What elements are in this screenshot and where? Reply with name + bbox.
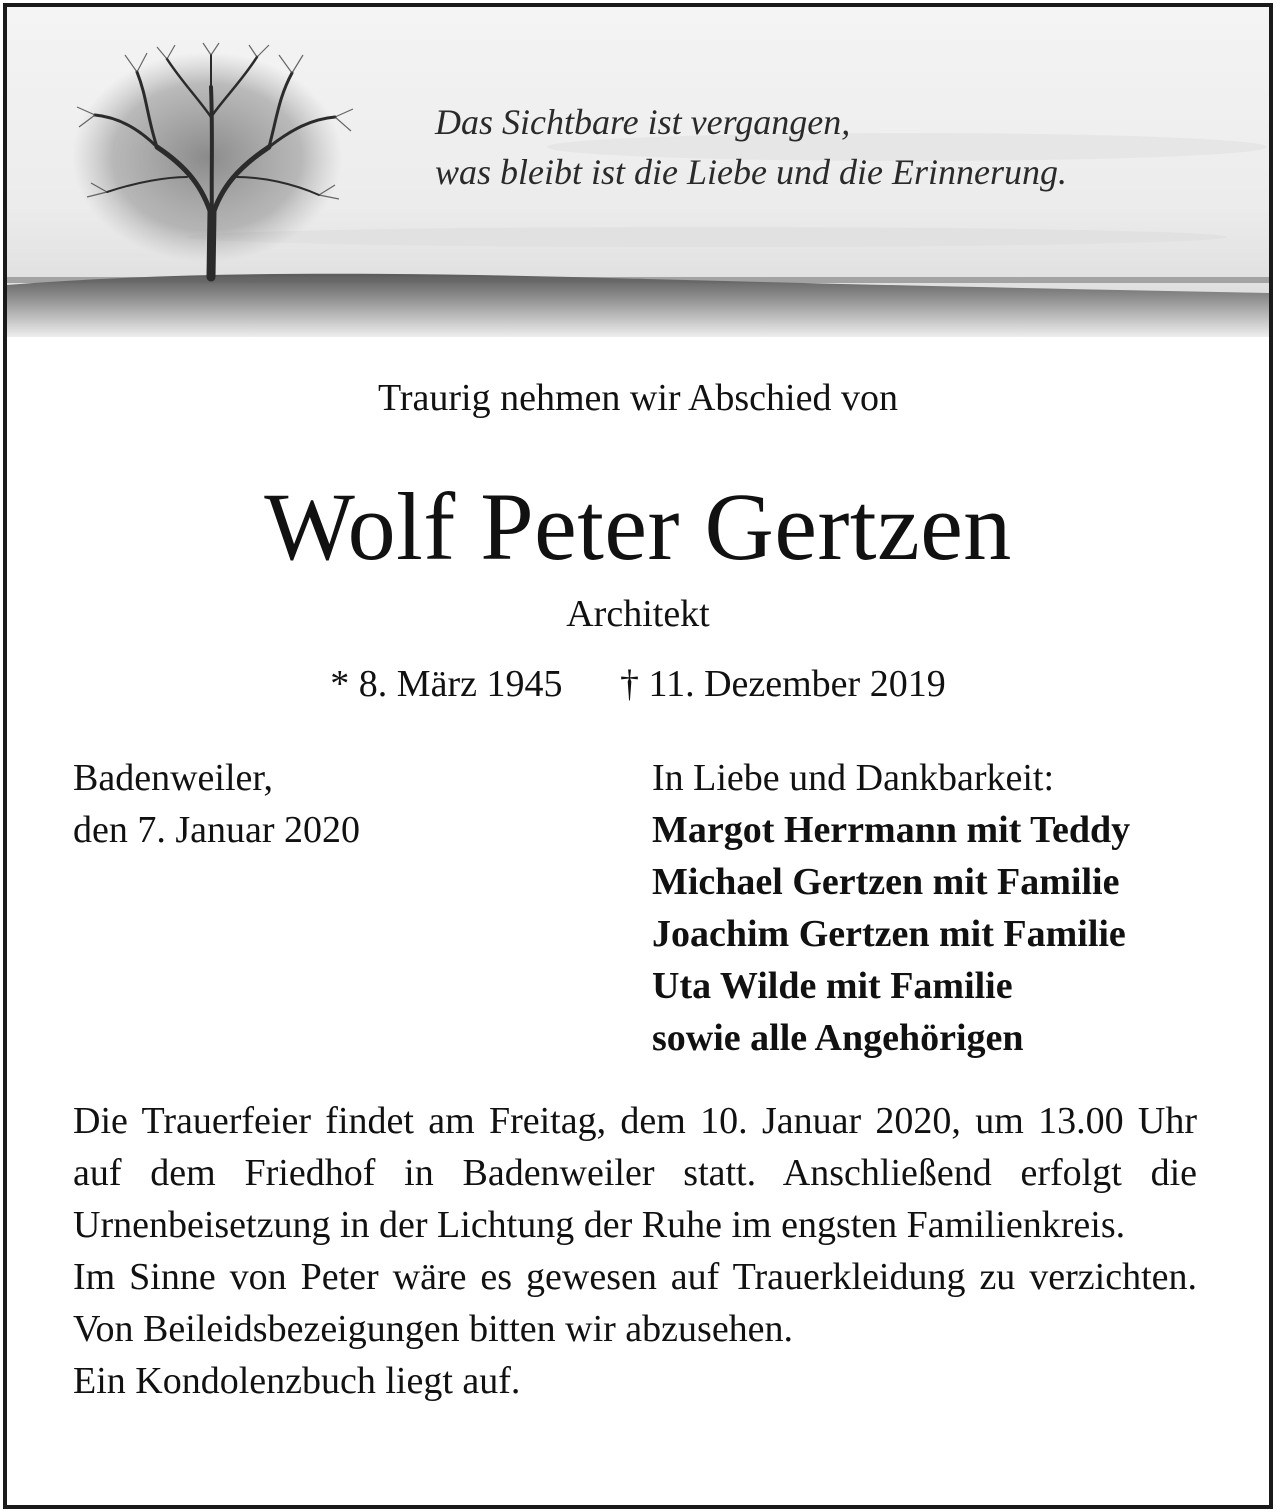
- header-banner: [7, 7, 1269, 337]
- mourner-entry: Joachim Gertzen mit Familie: [652, 913, 1126, 955]
- mourning-clothes-paragraph: Im Sinne von Peter wäre es gewesen auf Trauerkleidung zu verzichten. Von Beileidsbezeigungen bitten wir abzusehen.: [73, 1256, 1197, 1350]
- mourners-heading: In Liebe und Dankbarkeit:: [652, 757, 1055, 799]
- deceased-name: Wolf Peter Gertzen: [264, 473, 1012, 580]
- life-dates: [7, 659, 1269, 709]
- intro-text: Traurig nehmen wir Abschied von: [378, 377, 898, 419]
- memorial-quote: [435, 97, 1235, 197]
- funeral-information: [73, 1095, 1197, 1407]
- notice-date: den 7. Januar 2020: [73, 809, 361, 851]
- quote-line: was bleibt ist die Liebe und die Erinnerung.: [435, 152, 1067, 192]
- mourners-list: [652, 752, 1130, 1064]
- place-and-date: [73, 752, 360, 856]
- quote-line: Das Sichtbare ist vergangen,: [435, 102, 851, 142]
- death-date: † 11. Dezember 2019: [619, 663, 946, 705]
- obituary-notice: [3, 3, 1273, 1509]
- place: Badenweiler,: [73, 757, 274, 799]
- mourner-entry: Uta Wilde mit Familie: [652, 965, 1013, 1007]
- birth-date: * 8. März 1945: [330, 663, 563, 705]
- mourner-entry: sowie alle Angehörigen: [652, 1017, 1024, 1059]
- mourner-entry: Margot Herrmann mit Teddy: [652, 809, 1131, 851]
- ceremony-paragraph: Die Trauerfeier findet am Freitag, dem 10. Januar 2020, um 13.00 Uhr auf dem Friedhof in Badenweiler statt. Anschließend erfolgt die Urnenbeisetzung in der Lichtung der Ruhe im engsten Familienkreis.: [73, 1100, 1197, 1246]
- deceased-profession: Architekt: [566, 593, 710, 635]
- mourner-entry: Michael Gertzen mit Familie: [652, 861, 1120, 903]
- condolence-book-paragraph: Ein Kondolenzbuch liegt auf.: [73, 1360, 521, 1402]
